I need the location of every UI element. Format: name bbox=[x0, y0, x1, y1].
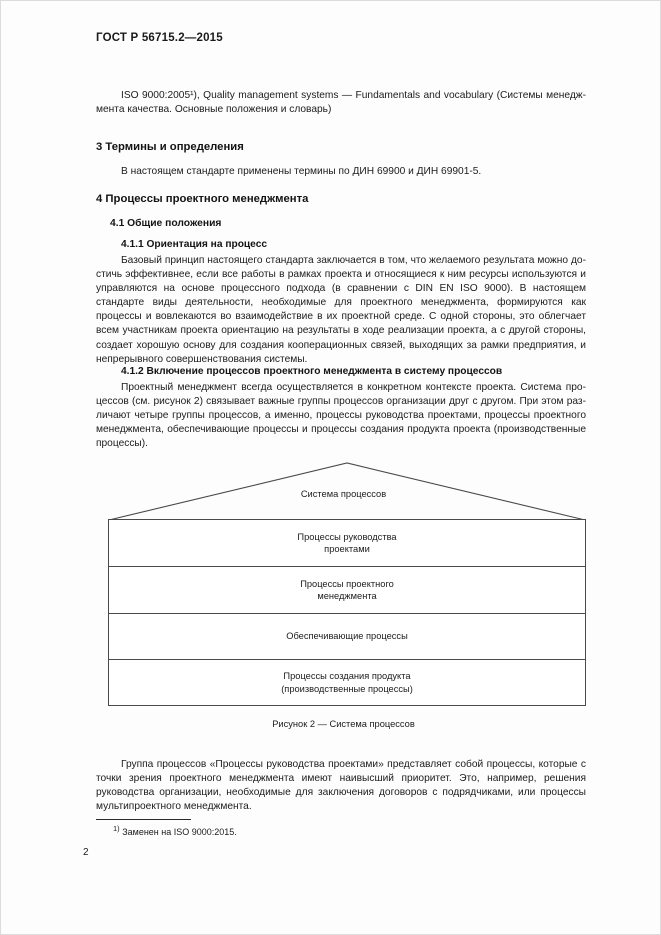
footnote-text: Заменен на ISO 9000:2015. bbox=[122, 827, 237, 837]
section-4-1-heading-block bbox=[96, 218, 586, 229]
figure-2 bbox=[96, 456, 591, 746]
figure-band-project-management bbox=[109, 567, 585, 614]
section-3-heading-block bbox=[96, 141, 586, 153]
figure-2-caption: Рисунок 2 — Система процессов bbox=[272, 719, 415, 729]
figure-roof-label: Система процессов bbox=[300, 489, 387, 499]
figure-band-production-line1: Процессы создания продукта bbox=[283, 671, 411, 681]
section-4-1-1-paragraph-block bbox=[96, 254, 586, 367]
figure-band-stack bbox=[108, 519, 586, 706]
section-4-1-2-paragraph-after-block bbox=[96, 758, 586, 814]
section-4-heading-block bbox=[96, 193, 586, 205]
footnote-divider bbox=[96, 819, 191, 820]
section-4-1-2-paragraph-after: Группа процессов «Процессы руководства проектами» представляет собой процессы, которые с точки зрения проектного менеджмента имеют наивысший приоритет. Это, например, решения руководства организации, необходимые для заключения договоров с подрядчиками, или процессы мультипроектного менеджмента. bbox=[96, 759, 586, 813]
section-4-1-2-paragraph: Проектный менеджмент всегда осуществляется в конкретном контексте проекта. Система процессов (см. рисунок 2) связывает важные группы процессов организации друг с другом. При этом различают четыре группы процессов, а именно, процессы руководства проектами, процессы проектного менеджмента, обеспечивающие процессы и процессы создания продукта проекта (производственные процессы). bbox=[96, 382, 586, 450]
page-number: 2 bbox=[83, 847, 89, 858]
section-4-1-2-heading: 4.1.2 Включение процессов проектного менеджмента в систему процессов bbox=[121, 366, 503, 377]
section-3-paragraph: В настоящем стандарте применены термины по ДИН 69900 и ДИН 69901-5. bbox=[121, 166, 482, 177]
figure-band-pm-line1: Процессы проектного bbox=[300, 578, 394, 589]
figure-band-pm-line2: менеджмента bbox=[317, 591, 377, 601]
figure-band-leadership-line2: проектами bbox=[324, 544, 370, 554]
page-header: ГОСТ Р 56715.2—2015 bbox=[96, 32, 223, 44]
section-4-1-1-heading-block bbox=[96, 239, 586, 250]
figure-band-leadership-text bbox=[297, 531, 396, 556]
section-3-paragraph-block bbox=[96, 165, 586, 179]
section-4-1-2-paragraph-block bbox=[96, 381, 586, 451]
figure-band-project-management-text bbox=[300, 578, 394, 603]
iso-reference-text: ISO 9000:2005¹), Quality management systems — Fundamentals and vocabulary (Системы менедж-мента качества. Основные положения и словарь) bbox=[96, 90, 586, 116]
footnote-marker: 1) bbox=[113, 824, 120, 833]
figure-band-production bbox=[109, 660, 585, 705]
section-4-1-1-heading: 4.1.1 Ориентация на процесс bbox=[121, 239, 268, 250]
section-4-heading: 4 Процессы проектного менеджмента bbox=[96, 193, 309, 205]
footnote bbox=[113, 824, 237, 837]
section-4-1-heading: 4.1 Общие положения bbox=[110, 218, 222, 229]
figure-band-leadership-line1: Процессы руководства bbox=[297, 531, 397, 542]
section-3-heading: 3 Термины и определения bbox=[96, 141, 244, 153]
figure-band-production-text bbox=[281, 670, 413, 695]
figure-band-supporting bbox=[109, 614, 585, 660]
figure-band-supporting-text: Обеспечивающие процессы bbox=[286, 631, 408, 642]
figure-band-production-line2: (производственные процессы) bbox=[281, 683, 413, 694]
iso-reference-paragraph bbox=[96, 89, 586, 117]
section-4-1-2-heading-block bbox=[96, 366, 586, 377]
section-4-1-1-paragraph: Базовый принцип настоящего стандарта заключается в том, что желаемого результата можно достичь эффективнее, если все работы в рамках проекта и относящиеся к ним ресурсы используются и управляются на основе процессного подхода (в сравнении с DIN EN ISO 9000). В настоящем стандарте виды деятельности, необходимые для проектного менеджмента, формируются как процессы и вовлекаются во взаимодействие в их проектной среде. С одной стороны, это облегчает всем участникам проекта ориентацию на результаты в ходе реализации проекта, а с другой стороны, создает хорошую основу для создания кооперационных связей, выходящих за рамки предприятия, и непрерывного совершенствования системы. bbox=[96, 255, 586, 365]
figure-band-leadership bbox=[109, 520, 585, 567]
